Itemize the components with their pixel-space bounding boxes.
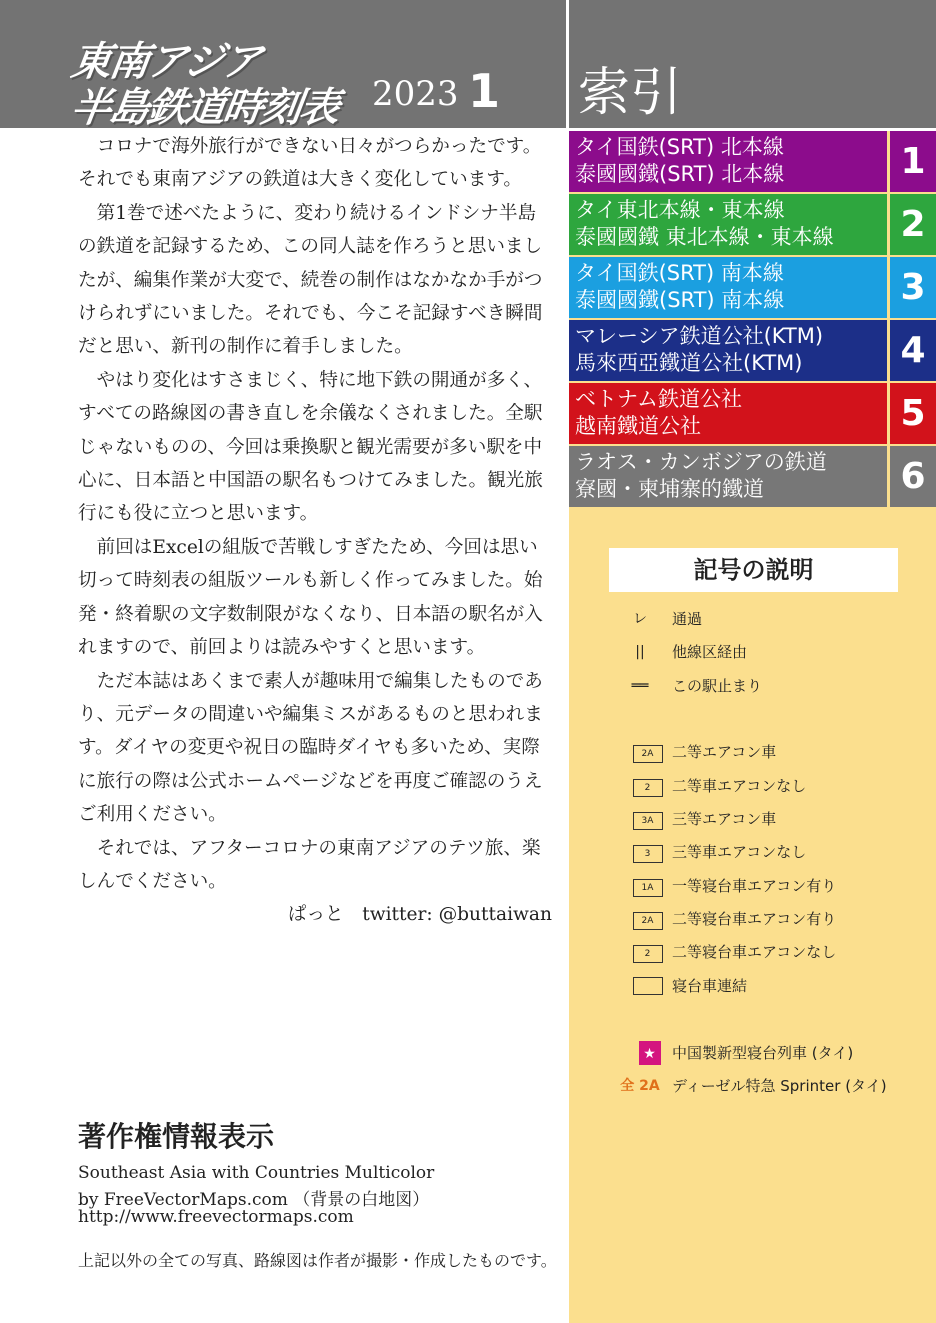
legend-label: 二等車エアコンなし	[672, 777, 807, 795]
legend-item	[610, 637, 910, 667]
seat-icon: 2A	[610, 737, 670, 767]
seat-icon: 3	[610, 837, 670, 867]
index-number: 5	[890, 383, 936, 444]
legend-label: 一等寝台車エアコン有り	[672, 877, 837, 895]
legend-item	[610, 1071, 910, 1101]
paragraph: やはり変化はすさまじく、特に地下鉄の開通が多く、すべての路線図の書き直しを余儀なくされました。全駅じゃないものの、今回は乗換駅と観光需要が多い駅を中心に、日本語と中国語の駅名もつけてみました。観光旅行にも役に立つと思います。	[78, 369, 543, 525]
legend-label: ディーゼル特急 Sprinter (タイ)	[672, 1077, 887, 1095]
index-label-ja: マレーシア鉄道公社(KTM)	[575, 324, 824, 348]
index-label-ja: タイ国鉄(SRT) 北本線	[575, 135, 784, 159]
legend-label: 三等車エアコンなし	[672, 843, 807, 861]
seat-icon: 3A	[610, 804, 670, 834]
other-line-icon: ||	[635, 644, 645, 660]
index-label-ja: タイ国鉄(SRT) 南本線	[575, 261, 784, 285]
index-number: 6	[890, 446, 936, 507]
index-row-3[interactable]	[569, 257, 936, 318]
legend-label: 寝台車連結	[672, 977, 748, 995]
legend-item	[610, 737, 910, 767]
index-label-zh: 越南鐵道公社	[575, 414, 701, 438]
index-label	[569, 446, 887, 507]
legend-title: 記号の説明	[609, 548, 898, 592]
index-label	[569, 131, 887, 192]
paragraph: コロナで海外旅行ができない日々がつらかったです。それでも東南アジアの鉄道は大きく変化しています。	[78, 136, 542, 191]
index-label	[569, 320, 887, 381]
legend-item	[610, 971, 910, 1001]
index-row-2[interactable]	[569, 194, 936, 255]
index-row-1[interactable]	[569, 131, 936, 192]
paragraph: それでは、アフターコロナの東南アジアのテツ旅、楽しんでください。	[78, 837, 541, 892]
sleeper-icon	[610, 971, 670, 1006]
copyright-line: http://www.freevectormaps.com	[78, 1207, 354, 1227]
index-label-ja: ラオス・カンボジアの鉄道	[575, 450, 827, 474]
legend-item	[610, 604, 910, 634]
index-label-zh: 馬來西亞鐵道公社(KTM)	[575, 351, 803, 375]
pass-icon: レ	[633, 611, 647, 627]
seat-icon: 2	[610, 771, 670, 801]
index-label	[569, 257, 887, 318]
copyright-title: 著作権情報表示	[78, 1120, 275, 1153]
legend-item	[610, 871, 910, 901]
legend-label: 二等寝台車エアコンなし	[672, 943, 837, 961]
index-label	[569, 194, 887, 255]
index-label-ja: タイ東北本線・東本線	[575, 198, 785, 222]
index-number: 1	[890, 131, 936, 192]
year: 2023	[372, 74, 459, 114]
sleeper-icon: 2	[610, 937, 670, 967]
index-label-zh: 泰國國鐵(SRT) 南本線	[575, 288, 785, 312]
legend-item	[610, 671, 910, 701]
index-label-zh: 寮國・柬埔寨的鐵道	[575, 477, 764, 501]
paragraph: 第1巻で述べたように、変わり続けるインドシナ半島の鉄道を記録するため、この同人誌を作ろうと思いましたが、編集作業が大変で、続巻の制作はなかなか手がつけられずにいました。それでも、今こそ記録すべき瞬間だと思い、新刊の制作に着手しました。	[78, 202, 543, 358]
copyright-line: by FreeVectorMaps.com （背景の白地図）	[78, 1190, 430, 1210]
copyright-line: Southeast Asia with Countries Multicolor	[78, 1163, 435, 1183]
legend-item	[610, 904, 910, 934]
index-number: 4	[890, 320, 936, 381]
title-line2: 半島鉄道時刻表	[68, 85, 341, 131]
sleeper-icon: 2A	[610, 904, 670, 934]
legend-label: 通過	[672, 610, 703, 628]
legend-label: 二等寝台車エアコン有り	[672, 910, 837, 928]
sleeper-icon: 1A	[610, 871, 670, 901]
legend-label: 二等エアコン車	[672, 743, 777, 761]
index-number: 2	[890, 194, 936, 255]
legend-item	[610, 1038, 910, 1068]
index-label	[569, 383, 887, 444]
star-train-icon: ★	[610, 1038, 670, 1069]
legend-item	[610, 937, 910, 967]
signature: ぱっと twitter: @buttaiwan	[287, 904, 552, 926]
index-title: 索引	[578, 63, 683, 123]
legend-label: 中国製新型寝台列車 (タイ)	[672, 1044, 854, 1062]
paragraph: ただ本誌はあくまで素人が趣味用で編集したものであり、元データの間違いや編集ミスがあるものと思われます。ダイヤの変更や祝日の臨時ダイヤも多いため、実際に旅行の際は公式ホームページなどを再度ご確認のうえご利用ください。	[78, 670, 543, 826]
index-row-6[interactable]	[569, 446, 936, 507]
legend-item	[610, 837, 910, 867]
index-label-zh: 泰國國鐵 東北本線・東本線	[575, 225, 834, 249]
volume-number: 1	[468, 64, 501, 118]
index-row-5[interactable]	[569, 383, 936, 444]
index-label-zh: 泰國國鐵(SRT) 北本線	[575, 162, 785, 186]
paragraph: 前回はExcelの組版で苦戦しすぎたため、今回は思い切って時刻表の組版ツールも新しく作ってみました。始発・終着駅の文字数制限がなくなり、日本語の駅名が入れますので、前回よりは読みやすくと思います。	[78, 536, 543, 659]
index-label-ja: ベトナム鉄道公社	[575, 387, 742, 411]
legend-label: 他線区経由	[672, 643, 748, 661]
legend-label: 三等エアコン車	[672, 810, 777, 828]
index-number: 3	[890, 257, 936, 318]
intro-text	[78, 130, 552, 932]
sprinter-icon: 全 2A	[620, 1078, 660, 1094]
title-line1: 東南アジア	[68, 39, 264, 85]
legend-item	[610, 771, 910, 801]
copyright-note: 上記以外の全ての写真、路線図は作者が撮影・作成したものです。	[78, 1251, 557, 1270]
index-row-4[interactable]	[569, 320, 936, 381]
terminate-icon: ══	[631, 678, 649, 694]
legend-item	[610, 804, 910, 834]
legend-label: この駅止まり	[672, 677, 763, 695]
